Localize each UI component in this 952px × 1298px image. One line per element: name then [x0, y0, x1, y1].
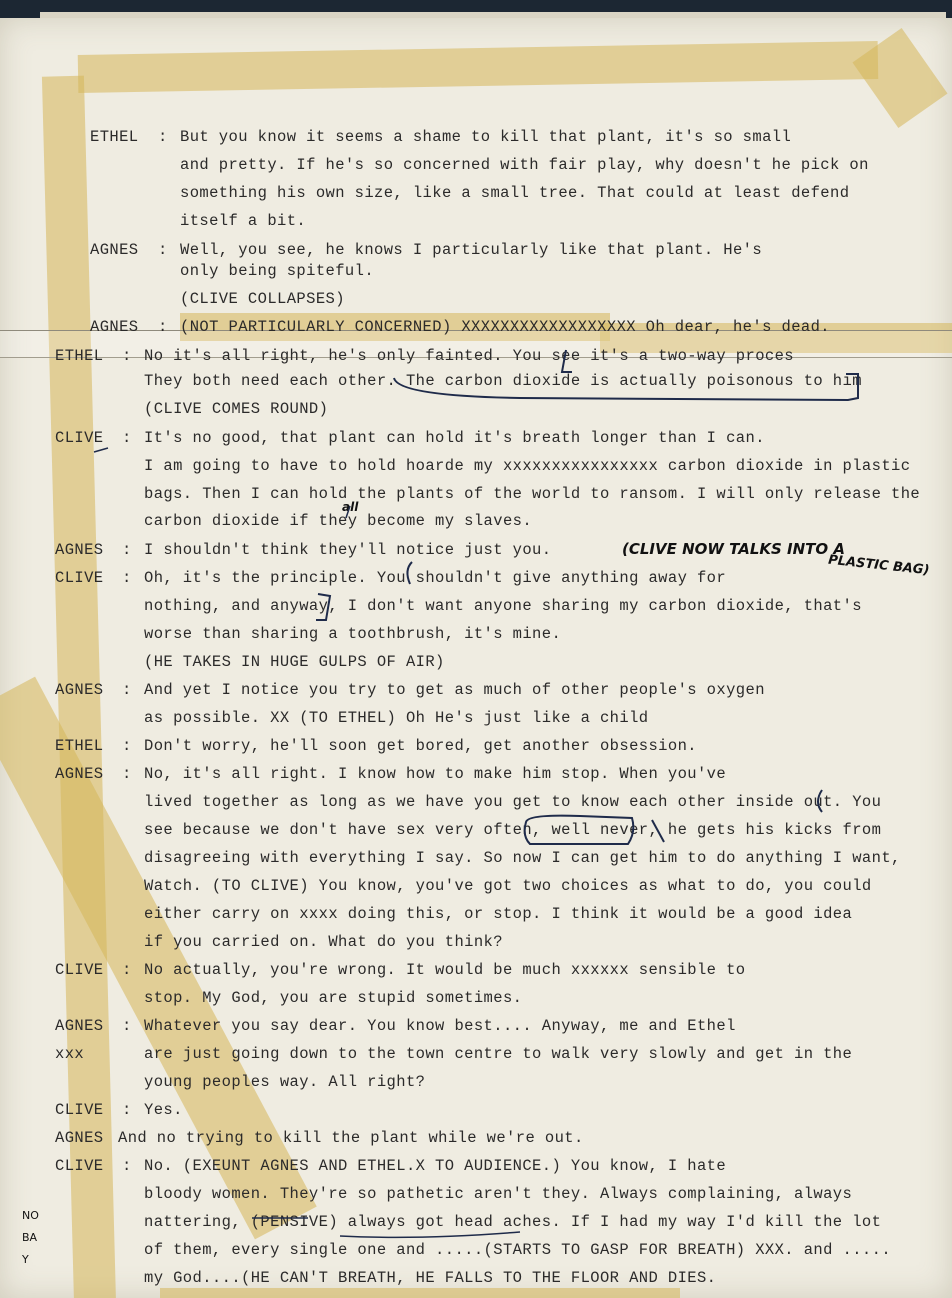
dialogue-text: But you know it seems a shame to kill that plant, it's so small [180, 128, 792, 146]
speaker-separator: : [122, 961, 132, 979]
speaker-separator: : [158, 241, 168, 259]
dialogue-text: of them, every single one and .....(STARTS TO GASP FOR BREATH) XXX. and ..... [144, 1241, 892, 1259]
speaker-name: AGNES [90, 241, 139, 259]
speaker-name: AGNES [90, 318, 139, 336]
speaker-name: CLIVE [55, 429, 104, 447]
speaker-separator: : [158, 318, 168, 336]
dialogue-text: if you carried on. What do you think? [144, 933, 503, 951]
tape-strip [160, 1288, 680, 1298]
dialogue-text: And yet I notice you try to get as much of other people's oxygen [144, 681, 765, 699]
dialogue-text: Yes. [144, 1101, 183, 1119]
speaker-name: ETHEL [90, 128, 139, 146]
speaker-separator: : [122, 541, 132, 559]
speaker-name: CLIVE [55, 569, 104, 587]
dialogue-text: And no trying to kill the plant while we're out. [118, 1129, 584, 1147]
dialogue-text: No. (EXEUNT AGNES AND ETHEL.X TO AUDIENCE.) You know, I hate [144, 1157, 727, 1175]
speaker-separator: : [122, 347, 132, 365]
speaker-separator: : [122, 1017, 132, 1035]
dialogue-text: They both need each other. The carbon dioxide is actually poisonous to him [144, 372, 862, 390]
dialogue-text: itself a bit. [180, 212, 307, 230]
speaker-name: AGNES [55, 681, 104, 699]
handwritten-insertion: all [342, 500, 359, 514]
dialogue-text: No it's all right, he's only fainted. You see it's a two-way proces [144, 347, 795, 365]
dialogue-text: either carry on xxxx doing this, or stop. I think it would be a good idea [144, 905, 853, 923]
speaker-name: ETHEL [55, 347, 104, 365]
dialogue-text: as possible. XX (TO ETHEL) Oh He's just like a child [144, 709, 649, 727]
dialogue-text: carbon dioxide if they become my slaves. [144, 512, 533, 530]
dialogue-text: see because we don't have sex very often, well never, he gets his kicks from [144, 821, 882, 839]
speaker-name: CLIVE [55, 961, 104, 979]
dialogue-text: Oh, it's the principle. You shouldn't give anything away for [144, 569, 727, 587]
handwritten-stage-note-continued: PLASTIC BAG) [827, 552, 931, 579]
dialogue-text: No, it's all right. I know how to make him stop. When you've [144, 765, 727, 783]
dialogue-text: young peoples way. All right? [144, 1073, 426, 1091]
speaker-name: ETHEL [55, 737, 104, 755]
dialogue-text: and pretty. If he's so concerned with fair play, why doesn't he pick on [180, 156, 869, 174]
dialogue-text: (CLIVE COLLAPSES) [180, 290, 345, 308]
handwritten-stage-note: (CLIVE NOW TALKS INTO A [622, 540, 845, 558]
dialogue-text: nothing, and anyway, I don't want anyone sharing my carbon dioxide, that's [144, 597, 862, 615]
tape-strip [0, 677, 317, 1240]
speaker-name: AGNES [55, 1017, 104, 1035]
dialogue-text: stop. My God, you are stupid sometimes. [144, 989, 523, 1007]
dialogue-text: lived together as long as we have you get to know each other inside out. You [144, 793, 882, 811]
speaker-separator: : [122, 765, 132, 783]
dialogue-text: Well, you see, he knows I particularly like that plant. He's [180, 241, 763, 259]
margin-handwriting: NO BA Y [22, 1209, 39, 1266]
dialogue-text: my God....(HE CAN'T BREATH, HE FALLS TO THE FLOOR AND DIES. [144, 1269, 717, 1287]
speaker-name: xxx [55, 1045, 85, 1063]
speaker-separator: : [158, 128, 168, 146]
speaker-name: AGNES [55, 541, 104, 559]
script-page [0, 18, 952, 1298]
speaker-name: CLIVE [55, 1101, 104, 1119]
dialogue-text: only being spiteful. [180, 262, 375, 280]
dialogue-text: (HE TAKES IN HUGE GULPS OF AIR) [144, 653, 445, 671]
dialogue-text: bloody women. They're so pathetic aren't they. Always complaining, always [144, 1185, 853, 1203]
dialogue-text: I am going to have to hold hoarde my xxxxxxxxxxxxxxxx carbon dioxide in plastic [144, 457, 911, 475]
speaker-separator: : [122, 737, 132, 755]
speaker-separator: : [122, 1157, 132, 1175]
speaker-separator: : [122, 569, 132, 587]
speaker-separator: : [122, 429, 132, 447]
dialogue-text: nattering, (PENSIVE) always got head aches. If I had my way I'd kill the lot [144, 1213, 882, 1231]
speaker-separator: : [122, 1101, 132, 1119]
dialogue-text: Watch. (TO CLIVE) You know, you've got two choices as what to do, you could [144, 877, 872, 895]
tape-strip [78, 41, 879, 93]
dialogue-text: bags. Then I can hold the plants of the world to ransom. I will only release the [144, 485, 921, 503]
dialogue-text: worse than sharing a toothbrush, it's mine. [144, 625, 562, 643]
dialogue-text: something his own size, like a small tree. That could at least defend [180, 184, 850, 202]
speaker-name: AGNES [55, 1129, 104, 1147]
dialogue-text: I shouldn't think they'll notice just you. [144, 541, 552, 559]
dialogue-text: (CLIVE COMES ROUND) [144, 400, 329, 418]
speaker-name: CLIVE [55, 1157, 104, 1175]
speaker-name: AGNES [55, 765, 104, 783]
dialogue-text: (NOT PARTICULARLY CONCERNED) XXXXXXXXXXXXXXXXXX Oh dear, he's dead. [180, 318, 831, 336]
dialogue-text: Whatever you say dear. You know best.... Anyway, me and Ethel [144, 1017, 736, 1035]
dialogue-text: No actually, you're wrong. It would be much xxxxxx sensible to [144, 961, 746, 979]
dialogue-text: Don't worry, he'll soon get bored, get another obsession. [144, 737, 697, 755]
speaker-separator: : [122, 681, 132, 699]
dialogue-text: are just going down to the town centre to walk very slowly and get in the [144, 1045, 853, 1063]
dialogue-text: It's no good, that plant can hold it's breath longer than I can. [144, 429, 765, 447]
dialogue-text: disagreeing with everything I say. So now I can get him to do anything I want, [144, 849, 901, 867]
